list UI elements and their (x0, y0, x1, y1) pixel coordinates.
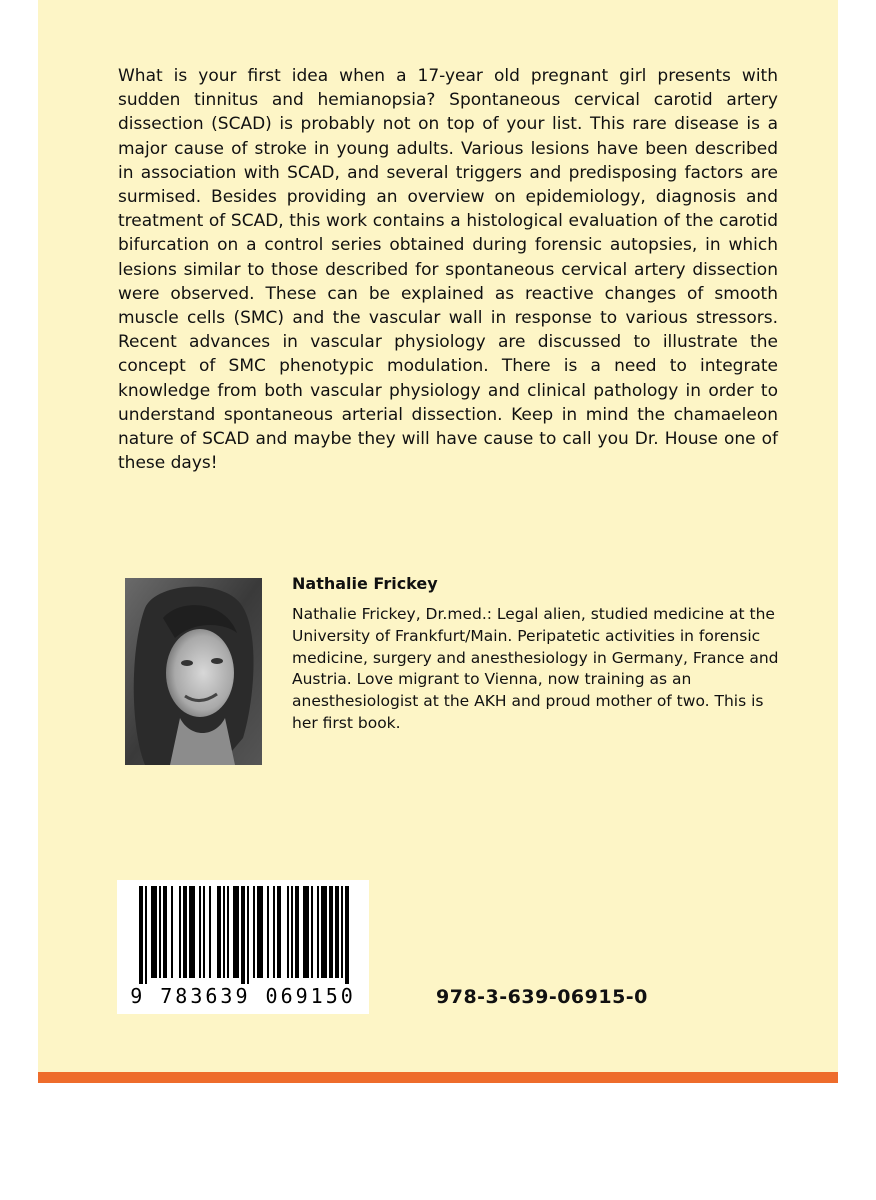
barcode-bar (311, 886, 313, 978)
barcode-bar (151, 886, 157, 978)
barcode-bar (317, 886, 319, 978)
author-portrait-image (125, 578, 262, 765)
barcode-bar (183, 886, 187, 978)
barcode-bar (273, 886, 275, 978)
barcode-bar (241, 886, 245, 984)
barcode-bar (335, 886, 339, 978)
accent-band (38, 1072, 838, 1083)
barcode-bar (227, 886, 229, 978)
barcode-bar (345, 886, 349, 984)
barcode-digits: 9 783639 069150 (130, 984, 356, 1008)
barcode-bar (217, 886, 221, 978)
barcode-bar (199, 886, 201, 978)
isbn-barcode (117, 880, 369, 1014)
barcode-bar (295, 886, 299, 978)
barcode-bar (277, 886, 281, 978)
barcode-bar (329, 886, 333, 978)
isbn-number: 978-3-639-06915-0 (436, 986, 648, 1008)
blurb-text: What is your first idea when a 17-year old pregnant girl presents with sudden tinnitus and hemianopsia? Spontaneous cervical carotid artery dissection (SCAD) is probably not on top of your list. This rare disease is a major cause of stroke in young adults. Various lesions have been described in association with SCAD, and several triggers and predisposing factors are surmised. Besides providing an overview on epidemiology, diagnosis and treatment of SCAD, this work contains a histological evaluation of the carotid bifurcation on a control series obtained during forensic autopsies, in which lesions similar to those described for spontaneous cervical artery dissection were observed. These can be explained as reactive changes of smooth muscle cells (SMC) and the vascular wall in response to various stressors. Recent advances in vascular physiology are discussed to illustrate the concept of SMC phenotypic modulation. There is a need to integrate knowledge from both vascular physiology and clinical pathology in order to understand spontaneous arterial dissection. Keep in mind the chamaeleon nature of SCAD and maybe they will have cause to call you Dr. House one of these days! (118, 66, 778, 474)
author-photo (125, 578, 262, 765)
barcode-bar (171, 886, 173, 978)
barcode-bars (117, 880, 369, 984)
barcode-bar (159, 886, 161, 978)
author-name: Nathalie Frickey (292, 574, 438, 593)
barcode-bar (267, 886, 269, 978)
barcode-bar (233, 886, 239, 978)
barcode-bar (179, 886, 181, 978)
barcode-bar (287, 886, 289, 978)
barcode-bar (145, 886, 147, 984)
barcode-bar (247, 886, 249, 984)
barcode-bar (163, 886, 167, 978)
barcode-bar (341, 886, 343, 978)
barcode-bar (209, 886, 211, 978)
barcode-bar (189, 886, 195, 978)
barcode-bar (303, 886, 309, 978)
author-bio: Nathalie Frickey, Dr.med.: Legal alien, studied medicine at the University of Frankfurt/Main. Peripatetic activities in forensic medicine, surgery and anesthesiology in Germany, France and Austria. Love migrant to Vienna, now training as an anesthesiologist at the AKH and proud mother of two. This is her first book. (292, 605, 779, 732)
barcode-bar (223, 886, 225, 978)
barcode-bar (253, 886, 255, 978)
barcode-bar (203, 886, 205, 978)
barcode-bar (139, 886, 143, 984)
barcode-bar (257, 886, 263, 978)
barcode-bar (291, 886, 293, 978)
barcode-bar (321, 886, 327, 978)
